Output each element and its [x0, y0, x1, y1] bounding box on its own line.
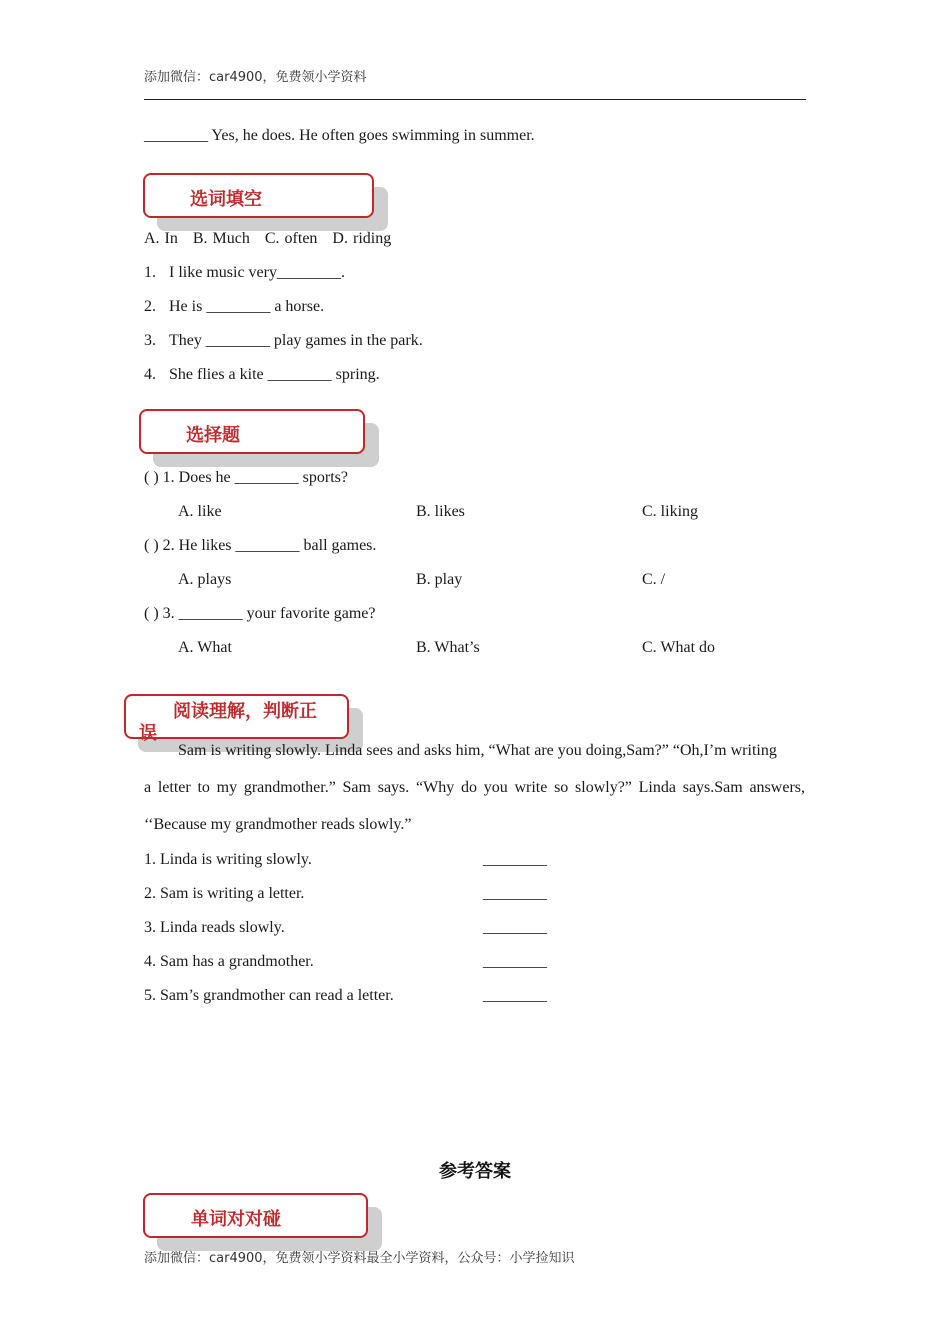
- fill-item: [144, 298, 325, 316]
- fill-item: [144, 332, 423, 350]
- choice-question-stem: ( ) 2. He likes ________ ball games.: [144, 537, 377, 554]
- fill-item-text: He is ________ a horse.: [169, 298, 325, 315]
- section-box: [139, 409, 365, 454]
- fill-item: [144, 366, 380, 384]
- section-reading-title: 阅读理解，判断正: [173, 701, 317, 722]
- choice-option-b: B. likes: [416, 503, 465, 520]
- reading-passage-line: Sam is writing slowly. Linda sees and asks him, “What are you doing,Sam?” “Oh,I’m writing: [178, 742, 777, 759]
- answer-blank[interactable]: ________: [483, 953, 547, 970]
- section-fill-title: 选词填空: [190, 189, 262, 210]
- fill-item-num: 3.: [144, 332, 156, 349]
- choice-option-c: C. /: [642, 571, 666, 588]
- section-answers-title: 单词对对碰: [191, 1209, 281, 1230]
- choice-option-c: C. What do: [642, 639, 716, 656]
- fill-item-num: 4.: [144, 366, 156, 383]
- header-rule: [144, 99, 806, 100]
- reading-passage-line: ‘‘Because my grandmother reads slowly.”: [144, 816, 412, 833]
- section-fill-header: [143, 173, 388, 217]
- section-reading-header: [124, 694, 364, 744]
- answer-blank[interactable]: ________: [483, 987, 547, 1004]
- answer-blank[interactable]: ________: [483, 919, 547, 936]
- section-choice-title: 选择题: [186, 425, 240, 446]
- section-reading-title-wrap: 误: [139, 723, 157, 744]
- page-header: 添加微信：car4900，免费领小学资料: [144, 70, 367, 85]
- fill-options: A. In B. Much C. often D. riding: [144, 230, 392, 247]
- answer-blank[interactable]: ________: [483, 885, 547, 902]
- reading-passage-line: a letter to my grandmother.” Sam says. “Why do you write so slowly?” Linda says.Sam answers,: [144, 779, 805, 796]
- section-choice-header: [139, 409, 379, 453]
- choice-option-a: A. What: [178, 639, 232, 656]
- answer-blank[interactable]: ________: [483, 851, 547, 868]
- fill-item-text: They ________ play games in the park.: [169, 332, 423, 349]
- choice-question-stem: ( ) 1. Does he ________ sports?: [144, 469, 348, 486]
- choice-option-b: B. What’s: [416, 639, 480, 656]
- intro-line: ________ Yes, he does. He often goes swimming in summer.: [144, 127, 535, 144]
- answers-heading: 参考答案: [439, 1161, 511, 1182]
- fill-item-text: I like music very________.: [169, 264, 345, 281]
- reading-statement: 4. Sam has a grandmother.: [144, 953, 314, 970]
- choice-option-b: B. play: [416, 571, 463, 588]
- choice-option-a: A. plays: [178, 571, 232, 588]
- reading-statement: 3. Linda reads slowly.: [144, 919, 285, 936]
- choice-question-stem: ( ) 3. ________ your favorite game?: [144, 605, 376, 622]
- fill-item-num: 1.: [144, 264, 156, 281]
- reading-statement: 2. Sam is writing a letter.: [144, 885, 305, 902]
- reading-statement: 5. Sam’s grandmother can read a letter.: [144, 987, 394, 1004]
- reading-statement: 1. Linda is writing slowly.: [144, 851, 312, 868]
- section-answers-header: [143, 1193, 383, 1237]
- fill-item: [144, 264, 345, 282]
- choice-option-c: C. liking: [642, 503, 699, 520]
- fill-item-text: She flies a kite ________ spring.: [169, 366, 380, 383]
- fill-item-num: 2.: [144, 298, 156, 315]
- page-footer: 添加微信：car4900，免费领小学资料最全小学资料，公众号：小学捡知识: [144, 1251, 575, 1266]
- choice-option-a: A. like: [178, 503, 222, 520]
